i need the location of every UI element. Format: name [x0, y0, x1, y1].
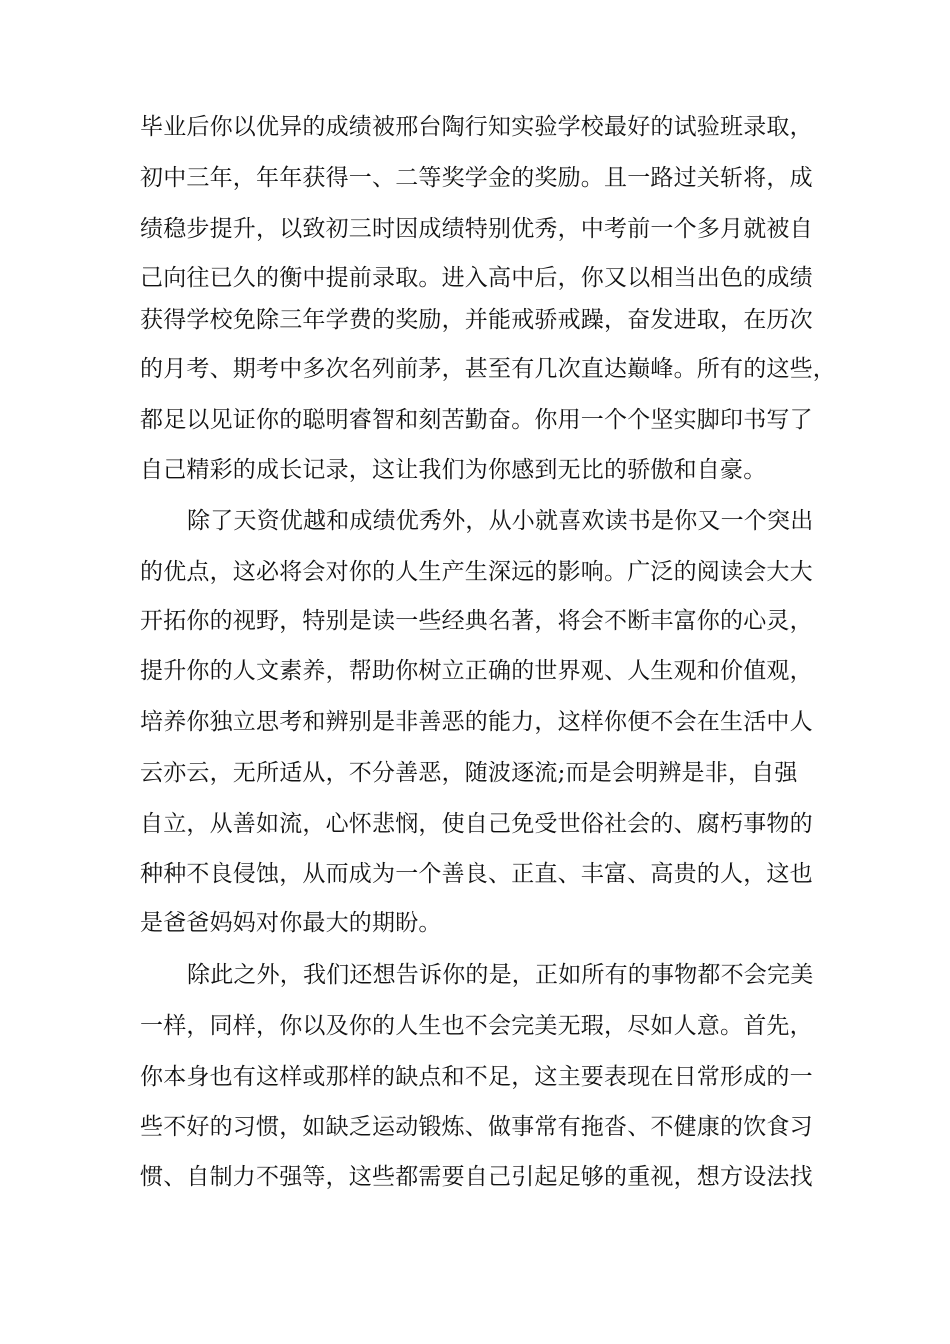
text-line-10: 的优点，这必将会对你的人生产生深远的影响。广泛的阅读会大大: [140, 559, 813, 585]
text-line-5: 获得学校免除三年学费的奖励，并能戒骄戒躁，奋发进取，在历次: [140, 307, 813, 333]
text-line-11: 开拓你的视野，特别是读一些经典名著，将会不断丰富你的心灵，: [140, 608, 813, 634]
text-line-15: 自立，从善如流，心怀悲悯，使自己免受世俗社会的、腐朽事物的: [140, 811, 813, 837]
text-line-17: 是爸爸妈妈对你最大的期盼。: [140, 910, 442, 936]
text-line-22: 惯、自制力不强等，这些都需要自己引起足够的重视，想方设法找: [140, 1164, 813, 1190]
text-line-4: 己向往已久的衡中提前录取。进入高中后，你又以相当出色的成绩: [140, 265, 813, 291]
text-line-2: 初中三年，年年获得一、二等奖学金的奖励。且一路过关斩将，成: [140, 165, 813, 191]
text-line-1: 毕业后你以优异的成绩被邢台陶行知实验学校最好的试验班录取，: [140, 114, 813, 140]
text-line-13: 培养你独立思考和辨别是非善恶的能力，这样你便不会在生活中人: [140, 709, 813, 735]
text-line-21: 些不好的习惯，如缺乏运动锻炼、做事常有拖沓、不健康的饮食习: [140, 1114, 813, 1140]
text-line-14: 云亦云，无所适从，不分善恶，随波逐流;而是会明辨是非，自强: [140, 760, 798, 786]
text-line-20: 你本身也有这样或那样的缺点和不足，这主要表现在日常形成的一: [140, 1064, 813, 1090]
text-line-6: 的月考、期考中多次名列前茅，甚至有几次直达巅峰。所有的这些，: [140, 356, 836, 382]
text-line-12: 提升你的人文素养，帮助你树立正确的世界观、人生观和价值观，: [140, 658, 813, 684]
text-line-19: 一样，同样，你以及你的人生也不会完美无瑕，尽如人意。首先，: [140, 1013, 813, 1039]
text-line-3: 绩稳步提升，以致初三时因成绩特别优秀，中考前一个多月就被自: [140, 216, 813, 242]
text-line-8: 自己精彩的成长记录，这让我们为你感到无比的骄傲和自豪。: [140, 457, 767, 483]
text-line-9: 除了天资优越和成绩优秀外，从小就喜欢读书是你又一个突出: [187, 508, 814, 534]
text-line-16: 种种不良侵蚀，从而成为一个善良、正直、丰富、高贵的人，这也: [140, 861, 813, 887]
text-line-7: 都足以见证你的聪明睿智和刻苦勤奋。你用一个个坚实脚印书写了: [140, 407, 813, 433]
text-line-18: 除此之外，我们还想告诉你的是，正如所有的事物都不会完美: [187, 962, 814, 988]
